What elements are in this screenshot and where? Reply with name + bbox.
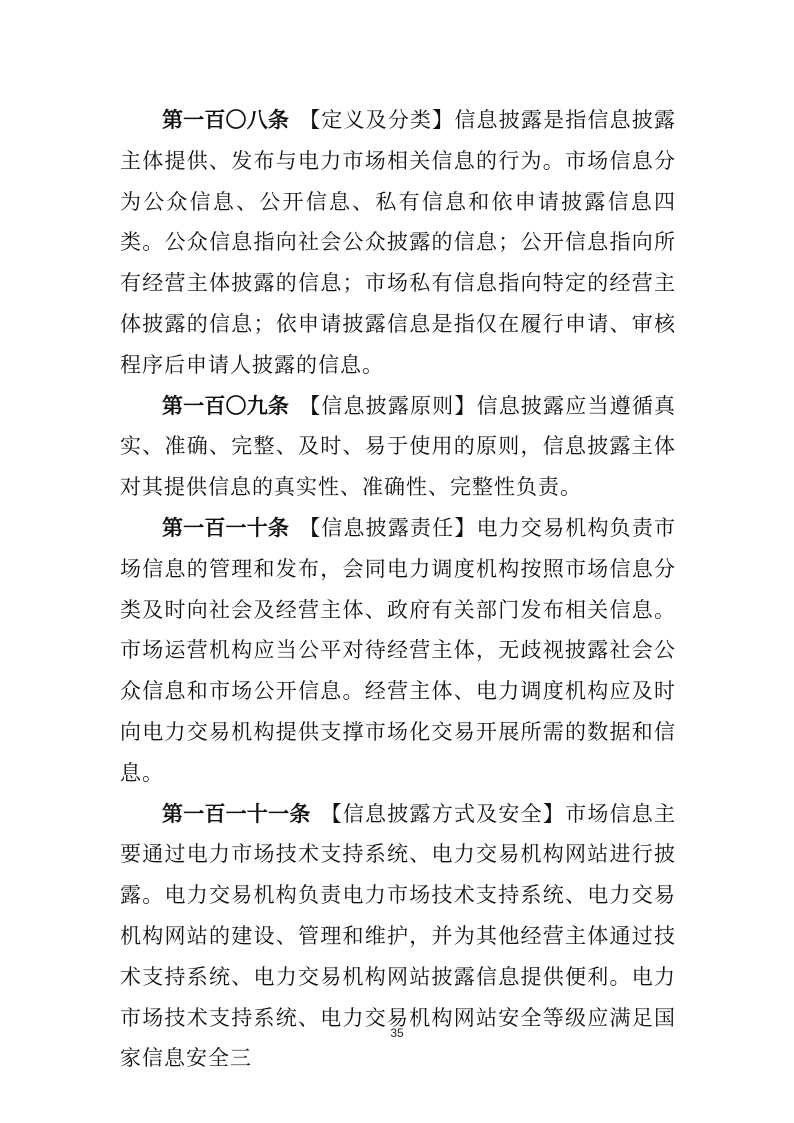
- article-text: 信息披露应当遵循真实、准确、完整、及时、易于使用的原则，信息披露主体对其提供信息的真实性、准确性、完整性负责。: [120, 393, 677, 500]
- article-heading: 【定义及分类】: [299, 108, 455, 132]
- article-number: 第一百一十条: [162, 515, 290, 540]
- article-110: [120, 508, 676, 794]
- article-108: [120, 100, 676, 386]
- article-109: [120, 386, 676, 508]
- article-text: 信息披露是指信息披露主体提供、发布与电力市场相关信息的行为。市场信息分为公众信息、公开信息、私有信息和依申请披露信息四类。公众信息指向社会公众披露的信息；公开信息指向所有经营主体披露的信息；市场私有信息指向特定的经营主体披露的信息；依申请披露信息是指仅在履行申请、审核程序后申请人披露的信息。: [120, 108, 677, 377]
- article-number: 第一百〇九条: [162, 393, 290, 418]
- article-heading: 【信息披露责任】: [299, 515, 477, 540]
- article-heading: 【信息披露原则】: [299, 393, 477, 418]
- article-heading: 【信息披露方式及安全】: [320, 801, 566, 826]
- article-text: 市场信息主要通过电力市场技术支持系统、电力交易机构网站进行披露。电力交易机构负责电力市场技术支持系统、电力交易机构网站的建设、管理和维护，并为其他经营主体通过技术支持系统、电力交易机构网站披露信息提供便利。电力市场技术支持系统、电力交易机构网站安全等级应满足国家信息安全三: [120, 801, 677, 1071]
- article-body: [120, 100, 676, 1079]
- article-number: 第一百〇八条: [162, 108, 290, 132]
- article-text: 电力交易机构负责市场信息的管理和发布，会同电力调度机构按照市场信息分类及时向社会及经营主体、政府有关部门发布相关信息。市场运营机构应当公平对待经营主体，无歧视披露社会公众信息和市场公开信息。经营主体、电力调度机构应及时向电力交易机构提供支撑市场化交易开展所需的数据和信息。: [120, 515, 677, 785]
- page-number: 35: [390, 1026, 404, 1040]
- article-number: 第一百一十一条: [162, 801, 311, 826]
